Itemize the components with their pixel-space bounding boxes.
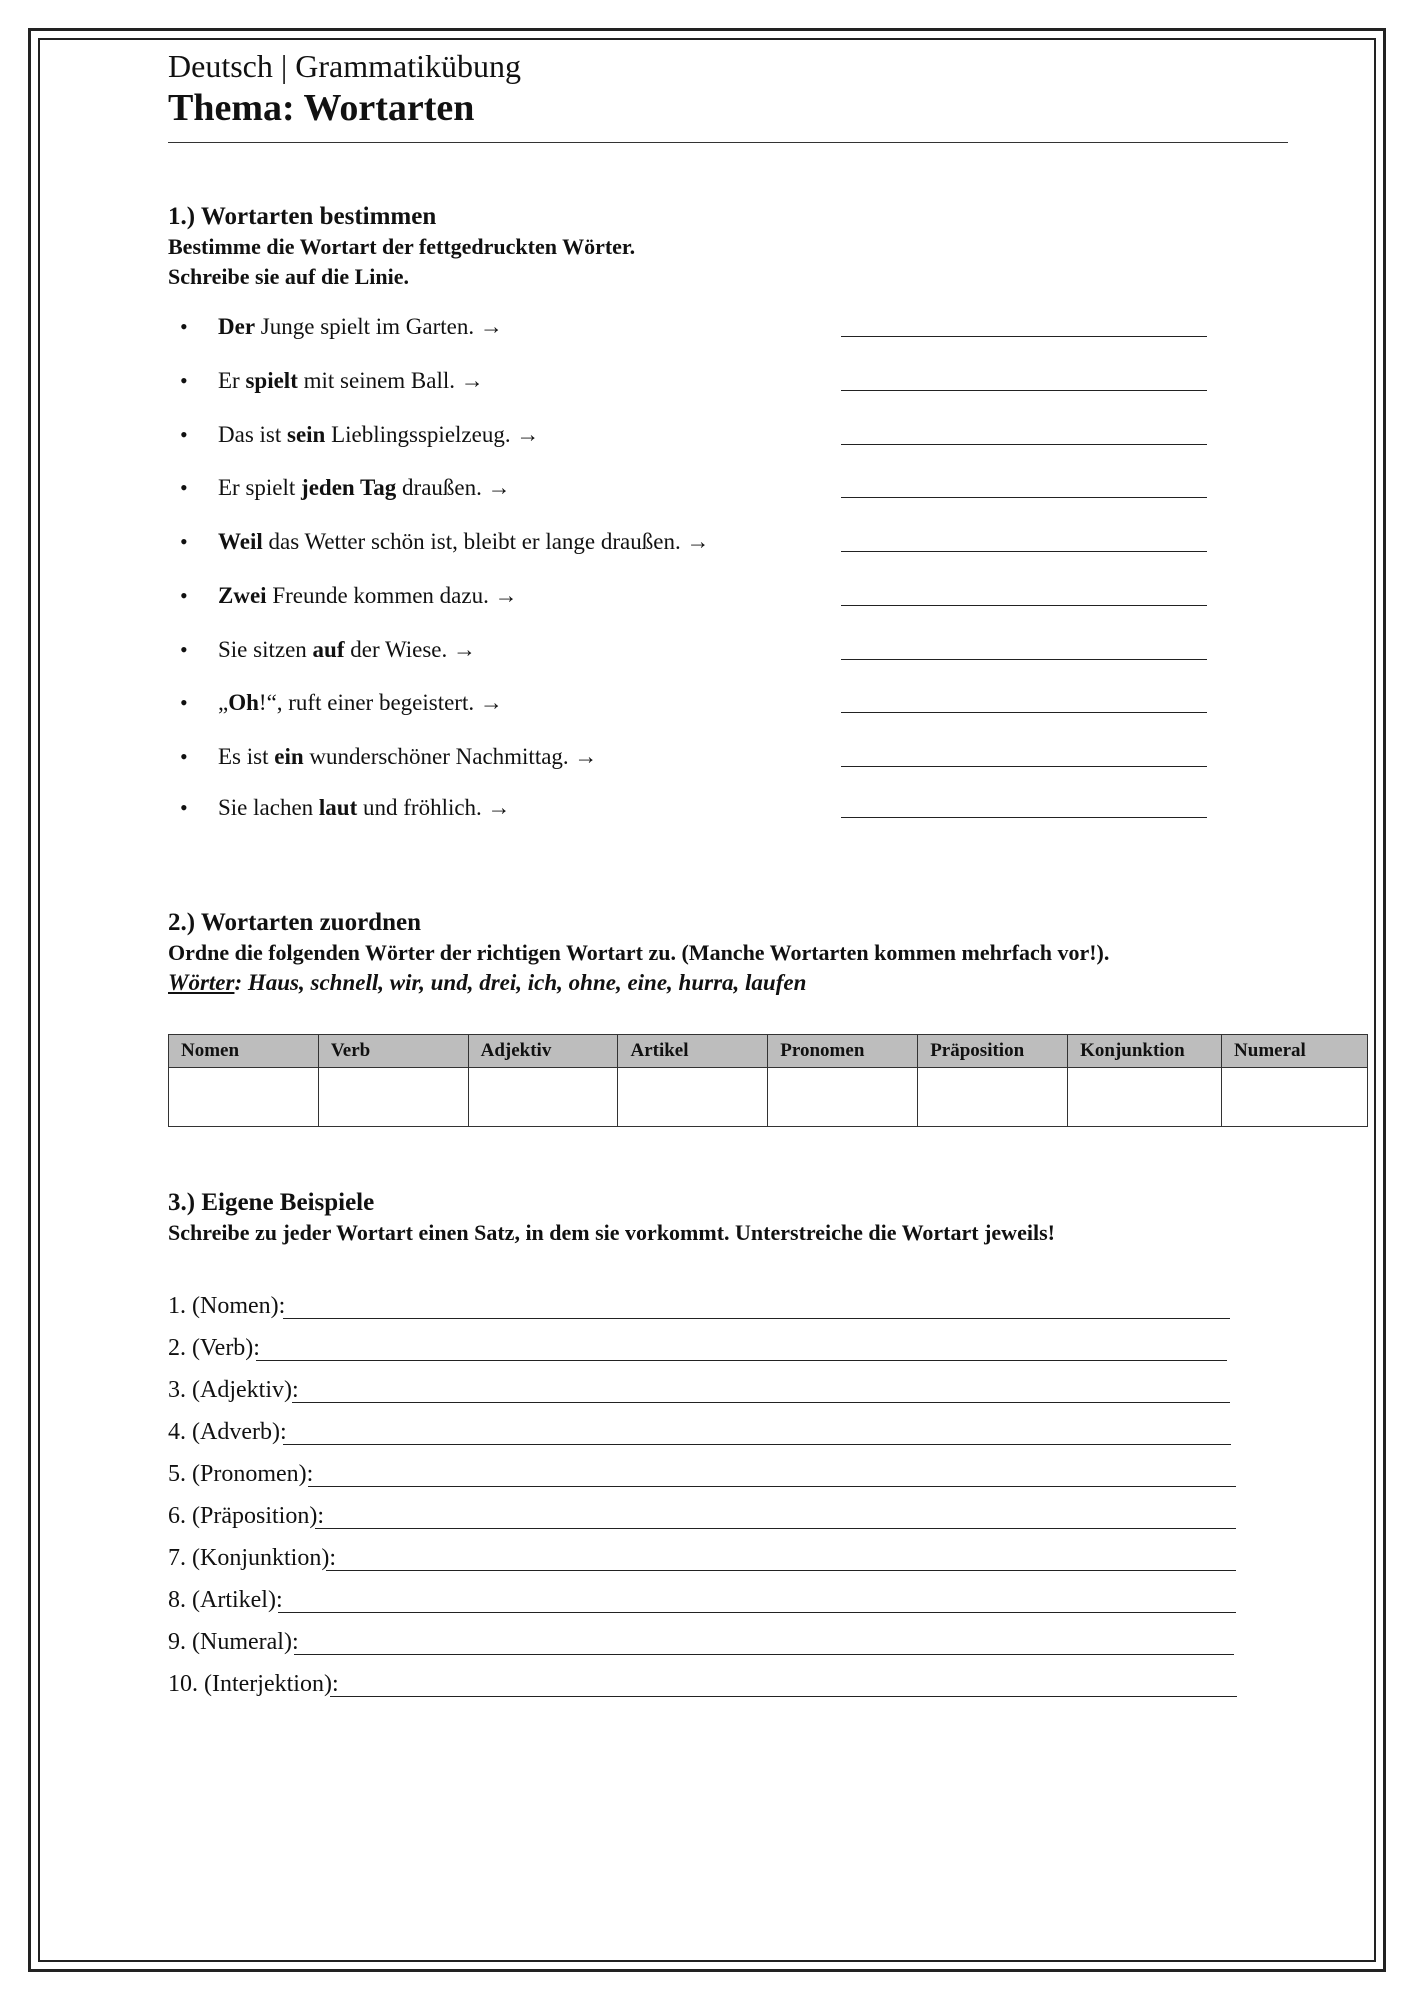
answer-line[interactable] <box>841 336 1207 337</box>
exercise-sentence: Er spielt mit seinem Ball. → <box>218 368 484 393</box>
bullet-icon: • <box>180 422 188 447</box>
answer-line[interactable] <box>841 766 1207 767</box>
header-divider <box>168 142 1288 143</box>
bold-word: jeden Tag <box>301 475 397 500</box>
exercise-item <box>168 686 1268 720</box>
table-answer-row <box>169 1068 1368 1127</box>
bullet-icon: • <box>180 583 188 608</box>
own-example-label: 5. (Pronomen): <box>168 1461 314 1487</box>
own-example-label: 8. (Artikel): <box>168 1587 283 1613</box>
table-column-header: Nomen <box>169 1035 319 1068</box>
bullet-icon: • <box>180 475 188 500</box>
bold-word: sein <box>287 422 326 447</box>
page-title: Thema: Wortarten <box>168 87 475 129</box>
answer-line[interactable] <box>841 659 1207 660</box>
word-list-label: Wörter <box>168 970 235 995</box>
own-example-item <box>168 1496 1368 1536</box>
exercise-sentence: Es ist ein wunderschöner Nachmittag. → <box>218 744 598 769</box>
table-answer-cell[interactable] <box>1222 1068 1368 1127</box>
writing-line[interactable] <box>294 1654 1234 1655</box>
exercise-sentence: „Oh!“, ruft einer begeistert. → <box>218 690 503 715</box>
table-column-header: Artikel <box>618 1035 768 1068</box>
exercise-sentence: Sie sitzen auf der Wiese. → <box>218 637 476 662</box>
exercise-sentence: Zwei Freunde kommen dazu. → <box>218 583 518 608</box>
answer-line[interactable] <box>841 444 1207 445</box>
own-example-item <box>168 1622 1368 1662</box>
bullet-icon: • <box>180 368 188 393</box>
section3-instruction: Schreibe zu jeder Wortart einen Satz, in dem sie vorkommt. Unterstreiche die Wortart jeweils! <box>168 1220 1055 1245</box>
bold-word: Der <box>218 314 256 339</box>
table-answer-cell[interactable] <box>468 1068 618 1127</box>
table-column-header: Pronomen <box>768 1035 918 1068</box>
own-example-label: 3. (Adjektiv): <box>168 1377 299 1403</box>
word-list-values: : Haus, schnell, wir, und, drei, ich, ohne, eine, hurra, laufen <box>234 970 807 995</box>
own-example-label: 9. (Numeral): <box>168 1629 299 1655</box>
exercise-item <box>168 364 1268 398</box>
bullet-icon: • <box>180 744 188 769</box>
own-example-item <box>168 1580 1368 1620</box>
bold-word: ein <box>274 744 304 769</box>
own-example-label: 1. (Nomen): <box>168 1293 286 1319</box>
exercise-sentence: Er spielt jeden Tag draußen. → <box>218 475 511 500</box>
own-example-item <box>168 1286 1368 1326</box>
table-column-header: Verb <box>318 1035 468 1068</box>
own-example-item <box>168 1370 1368 1410</box>
table-column-header: Adjektiv <box>468 1035 618 1068</box>
section1-instruction-2: Schreibe sie auf die Linie. <box>168 264 409 289</box>
table-answer-cell[interactable] <box>918 1068 1068 1127</box>
table-answer-cell[interactable] <box>1068 1068 1222 1127</box>
own-example-label: 7. (Konjunktion): <box>168 1545 336 1571</box>
bold-word: Weil <box>218 529 263 554</box>
section1-instruction-1: Bestimme die Wortart der fettgedruckten Wörter. <box>168 234 636 259</box>
bullet-icon: • <box>180 637 188 662</box>
table-answer-cell[interactable] <box>768 1068 918 1127</box>
writing-line[interactable] <box>283 1444 1231 1445</box>
subject-heading: Deutsch | Grammatikübung <box>168 48 521 84</box>
writing-line[interactable] <box>256 1360 1227 1361</box>
answer-line[interactable] <box>841 712 1207 713</box>
bold-word: Oh <box>228 690 259 715</box>
own-example-item <box>168 1328 1368 1368</box>
writing-line[interactable] <box>278 1612 1236 1613</box>
bold-word: spielt <box>245 368 298 393</box>
table-answer-cell[interactable] <box>618 1068 768 1127</box>
bullet-icon: • <box>180 690 188 715</box>
word-list <box>168 968 806 998</box>
answer-line[interactable] <box>841 497 1207 498</box>
answer-line[interactable] <box>841 390 1207 391</box>
section2-title: 2.) Wortarten zuordnen <box>168 909 421 936</box>
bold-word: laut <box>318 795 358 820</box>
section3-title: 3.) Eigene Beispiele <box>168 1189 375 1216</box>
writing-line[interactable] <box>308 1486 1236 1487</box>
own-example-item <box>168 1538 1368 1578</box>
table-column-header: Konjunktion <box>1068 1035 1222 1068</box>
exercise-sentence: Sie lachen laut und fröhlich. → <box>218 795 511 820</box>
exercise-item <box>168 633 1268 667</box>
bullet-icon: • <box>180 314 188 339</box>
exercise-item <box>168 418 1268 452</box>
own-example-label: 4. (Adverb): <box>168 1419 287 1445</box>
writing-line[interactable] <box>283 1318 1230 1319</box>
table-answer-cell[interactable] <box>318 1068 468 1127</box>
answer-line[interactable] <box>841 817 1207 818</box>
exercise-sentence: Das ist sein Lieblingsspielzeug. → <box>218 422 540 447</box>
table-header-row <box>169 1035 1368 1068</box>
own-example-item <box>168 1454 1368 1494</box>
answer-line[interactable] <box>841 551 1207 552</box>
table-column-header: Präposition <box>918 1035 1068 1068</box>
bold-word: auf <box>312 637 345 662</box>
bullet-icon: • <box>180 795 188 820</box>
exercise-sentence: Weil das Wetter schön ist, bleibt er lange draußen. → <box>218 529 710 554</box>
exercise-item <box>168 791 1268 825</box>
bold-word: Zwei <box>218 583 267 608</box>
own-example-label: 2. (Verb): <box>168 1335 260 1361</box>
exercise-item <box>168 310 1268 344</box>
own-example-item <box>168 1412 1368 1452</box>
answer-line[interactable] <box>841 605 1207 606</box>
writing-line[interactable] <box>330 1696 1237 1697</box>
section2-instruction: Ordne die folgenden Wörter der richtigen Wortart zu. (Manche Wortarten kommen mehrfach vor!). <box>168 940 1110 965</box>
writing-line[interactable] <box>292 1402 1230 1403</box>
word-type-table <box>168 1034 1368 1127</box>
writing-line[interactable] <box>326 1570 1236 1571</box>
writing-line[interactable] <box>315 1528 1236 1529</box>
exercise-item <box>168 471 1268 505</box>
exercise-item <box>168 525 1268 559</box>
bullet-icon: • <box>180 529 188 554</box>
own-example-label: 6. (Präposition): <box>168 1503 324 1529</box>
section1-title: 1.) Wortarten bestimmen <box>168 203 437 230</box>
table-column-header: Numeral <box>1222 1035 1368 1068</box>
exercise-sentence: Der Junge spielt im Garten. → <box>218 314 503 339</box>
own-example-label: 10. (Interjektion): <box>168 1671 339 1697</box>
table-answer-cell[interactable] <box>169 1068 319 1127</box>
exercise-item <box>168 579 1268 613</box>
exercise-item <box>168 740 1268 774</box>
own-example-item <box>168 1664 1368 1704</box>
